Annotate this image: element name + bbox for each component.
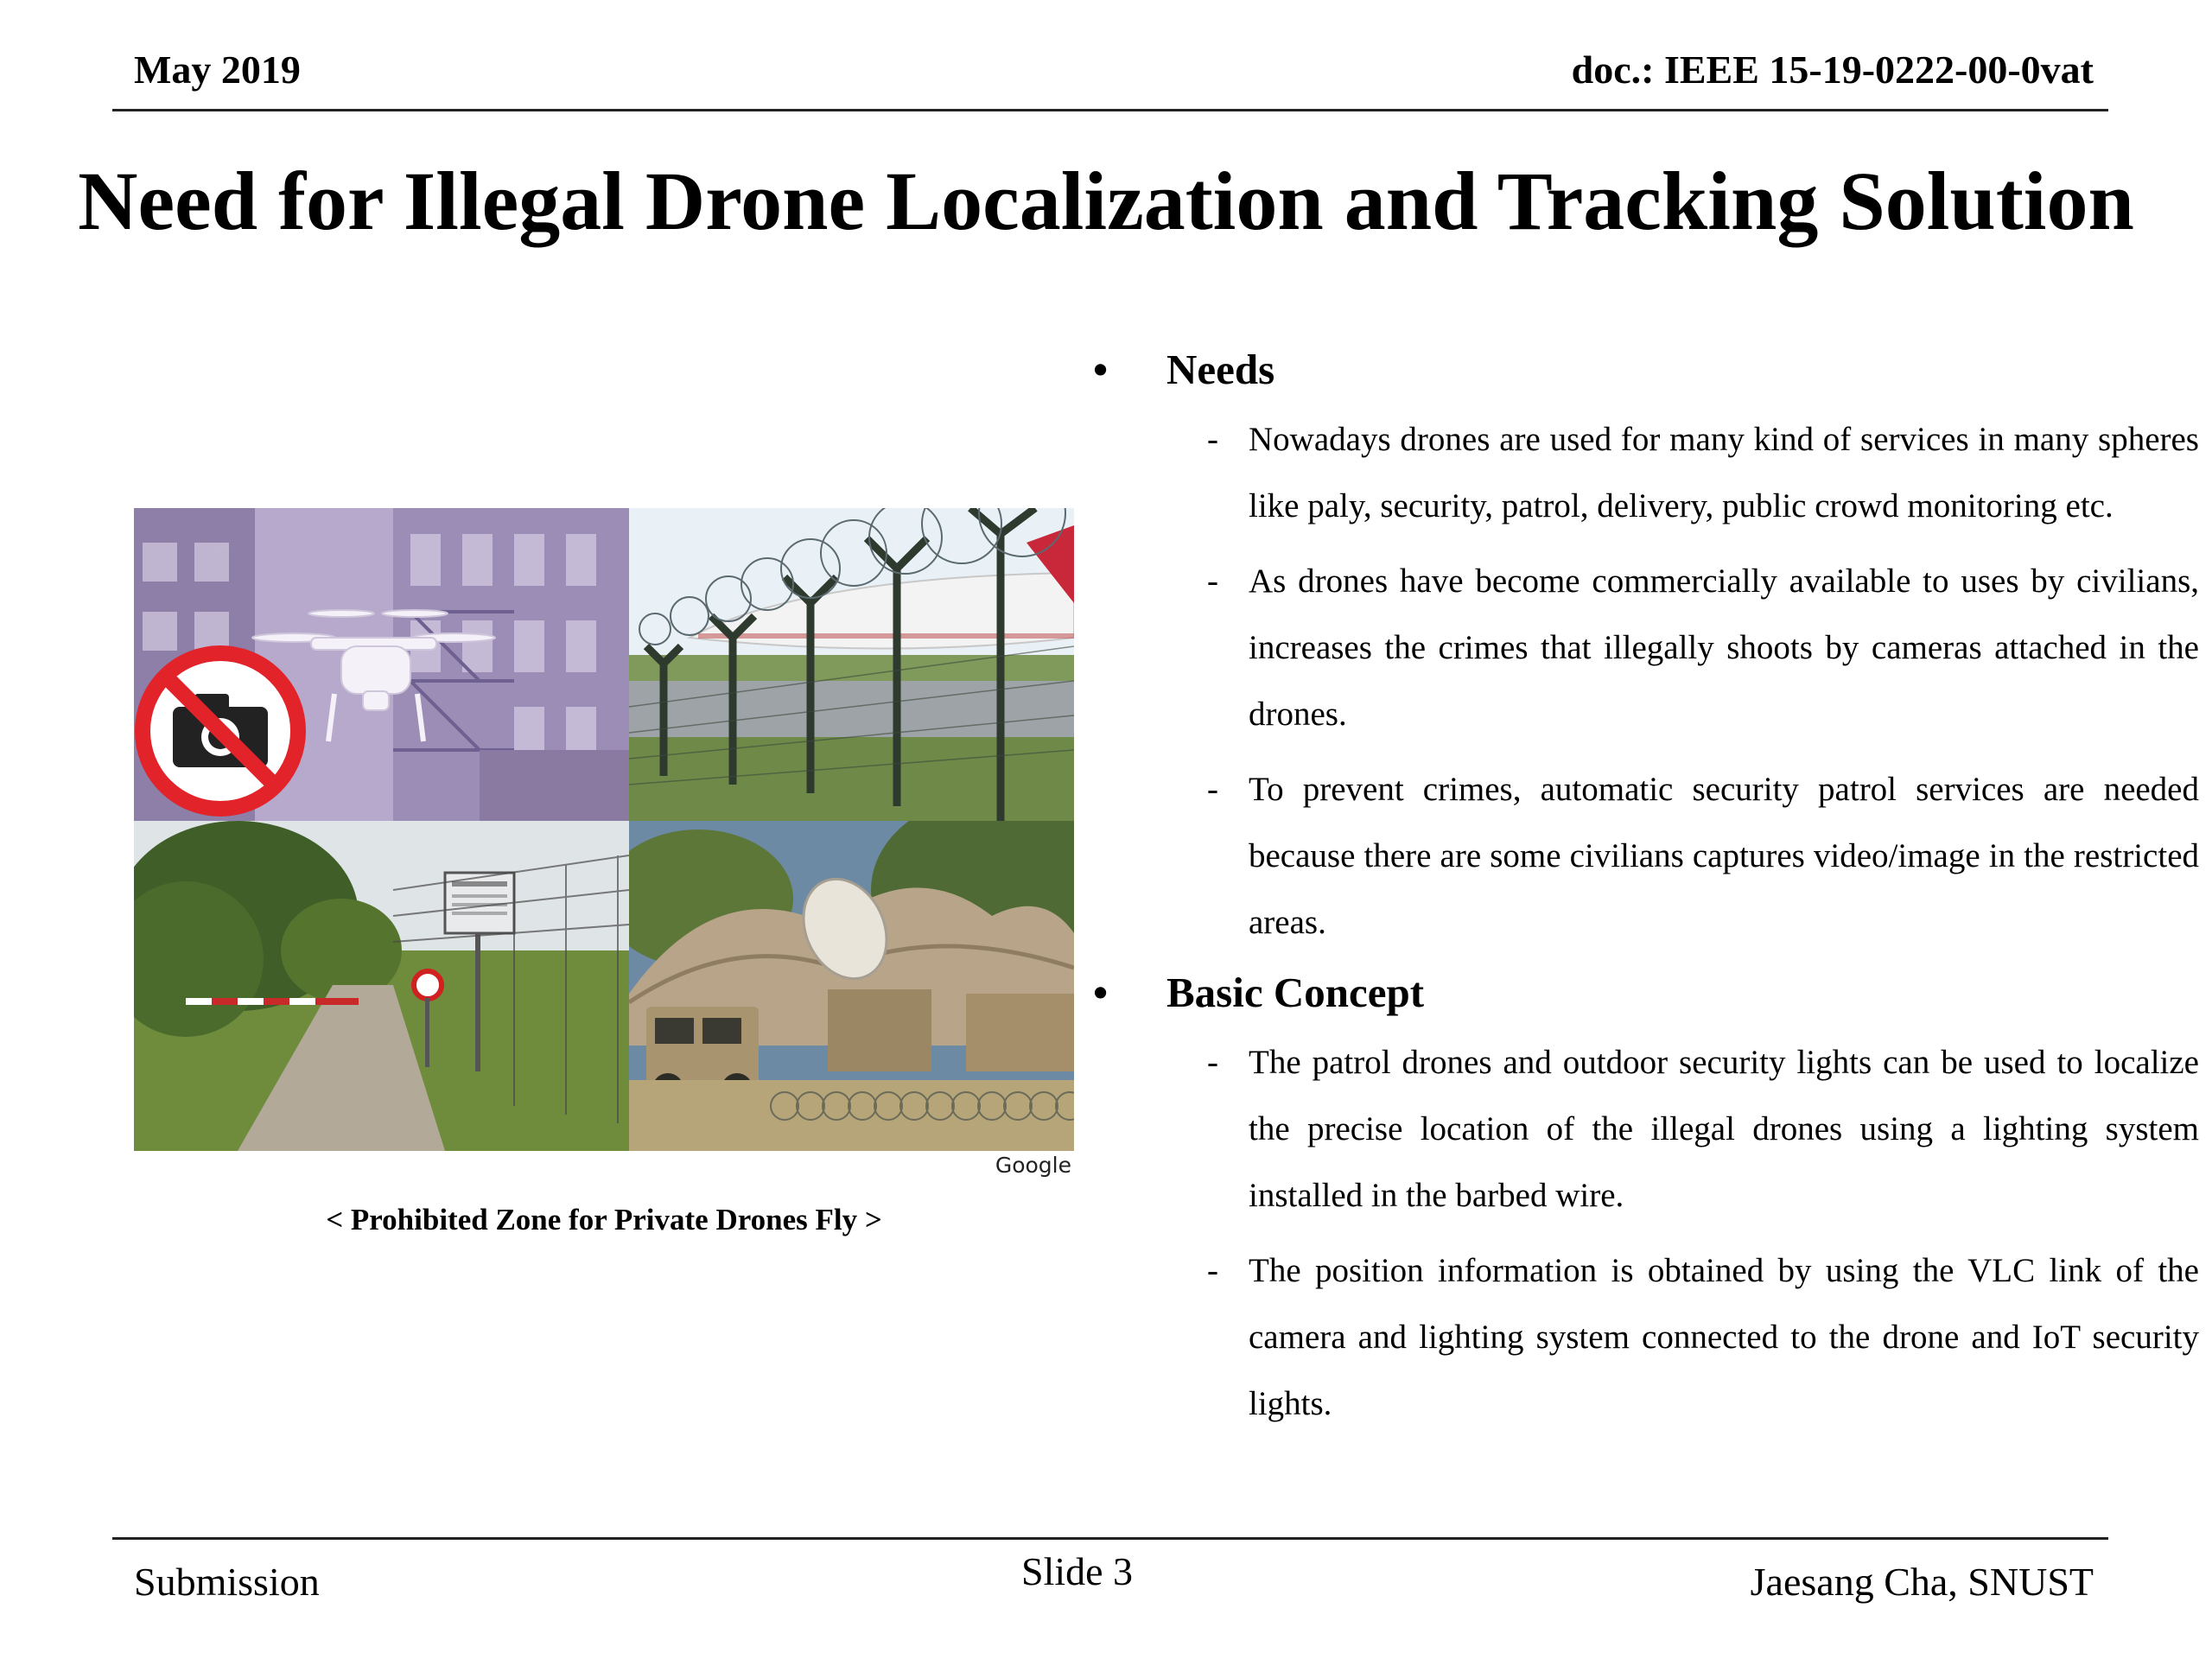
dash-marker: -: [1207, 1044, 1218, 1081]
bullet-dot: •: [1093, 346, 1109, 393]
section-heading-text: Needs: [1166, 346, 1275, 393]
list-item-text: The position information is obtained by using the VLC link of the camera and lighting system connected to the drone and IoT security lights.: [1249, 1252, 2199, 1422]
list-item-text: To prevent crimes, automatic security patrol services are needed because there are some civilians captures video/image in the restricted areas.: [1249, 771, 2199, 941]
list-item: [1089, 1029, 2199, 1229]
list-item-text: The patrol drones and outdoor security lights can be used to localize the precise location of the illegal drones using a lighting system installed in the barbed wire.: [1249, 1044, 2199, 1214]
airport-fence-photo: [629, 508, 1074, 821]
bullet-dot: •: [1093, 969, 1109, 1016]
figure-caption: < Prohibited Zone for Private Drones Fly >: [326, 1203, 882, 1236]
list-item-text: Nowadays drones are used for many kind of services in many spheres like paly, security, patrol, delivery, public crowd monitoring etc.: [1249, 421, 2199, 524]
slide-body: [1089, 341, 2199, 1446]
list-item: [1089, 756, 2199, 956]
header-doc-id: doc.: IEEE 15-19-0222-00-0vat: [1571, 48, 2094, 92]
dash-marker: -: [1207, 421, 1218, 458]
dash-marker: -: [1207, 1252, 1218, 1289]
footer-rule: [112, 1537, 2108, 1540]
list-item: [1089, 1237, 2199, 1437]
footer-submission: Submission: [134, 1560, 320, 1604]
slide-title: Need for Illegal Drone Localization and Tracking Solution: [78, 155, 2134, 247]
footer-author: Jaesang Cha, SNUST: [1750, 1560, 2094, 1604]
header-rule: [112, 109, 2108, 111]
header-date: May 2019: [134, 48, 301, 92]
section-heading-text: Basic Concept: [1166, 969, 1425, 1016]
dash-marker: -: [1207, 563, 1218, 600]
slide-number: Slide 3: [1021, 1549, 1134, 1593]
section-heading-basic-concept: [1089, 964, 2199, 1020]
military-camp-photo: [629, 821, 1074, 1151]
restricted-path-photo: [134, 821, 629, 1151]
list-item: [1089, 406, 2199, 539]
list-item-text: As drones have become commercially available to uses by civilians, increases the crimes that illegally shoots by cameras attached in the drones.: [1249, 563, 2199, 733]
drone-building-photo: [134, 508, 629, 821]
dash-marker: -: [1207, 771, 1218, 808]
prohibited-zone-collage: [134, 508, 1074, 1151]
image-credit: Google: [995, 1153, 1071, 1178]
section-heading-needs: [1089, 341, 2199, 397]
list-item: [1089, 548, 2199, 747]
